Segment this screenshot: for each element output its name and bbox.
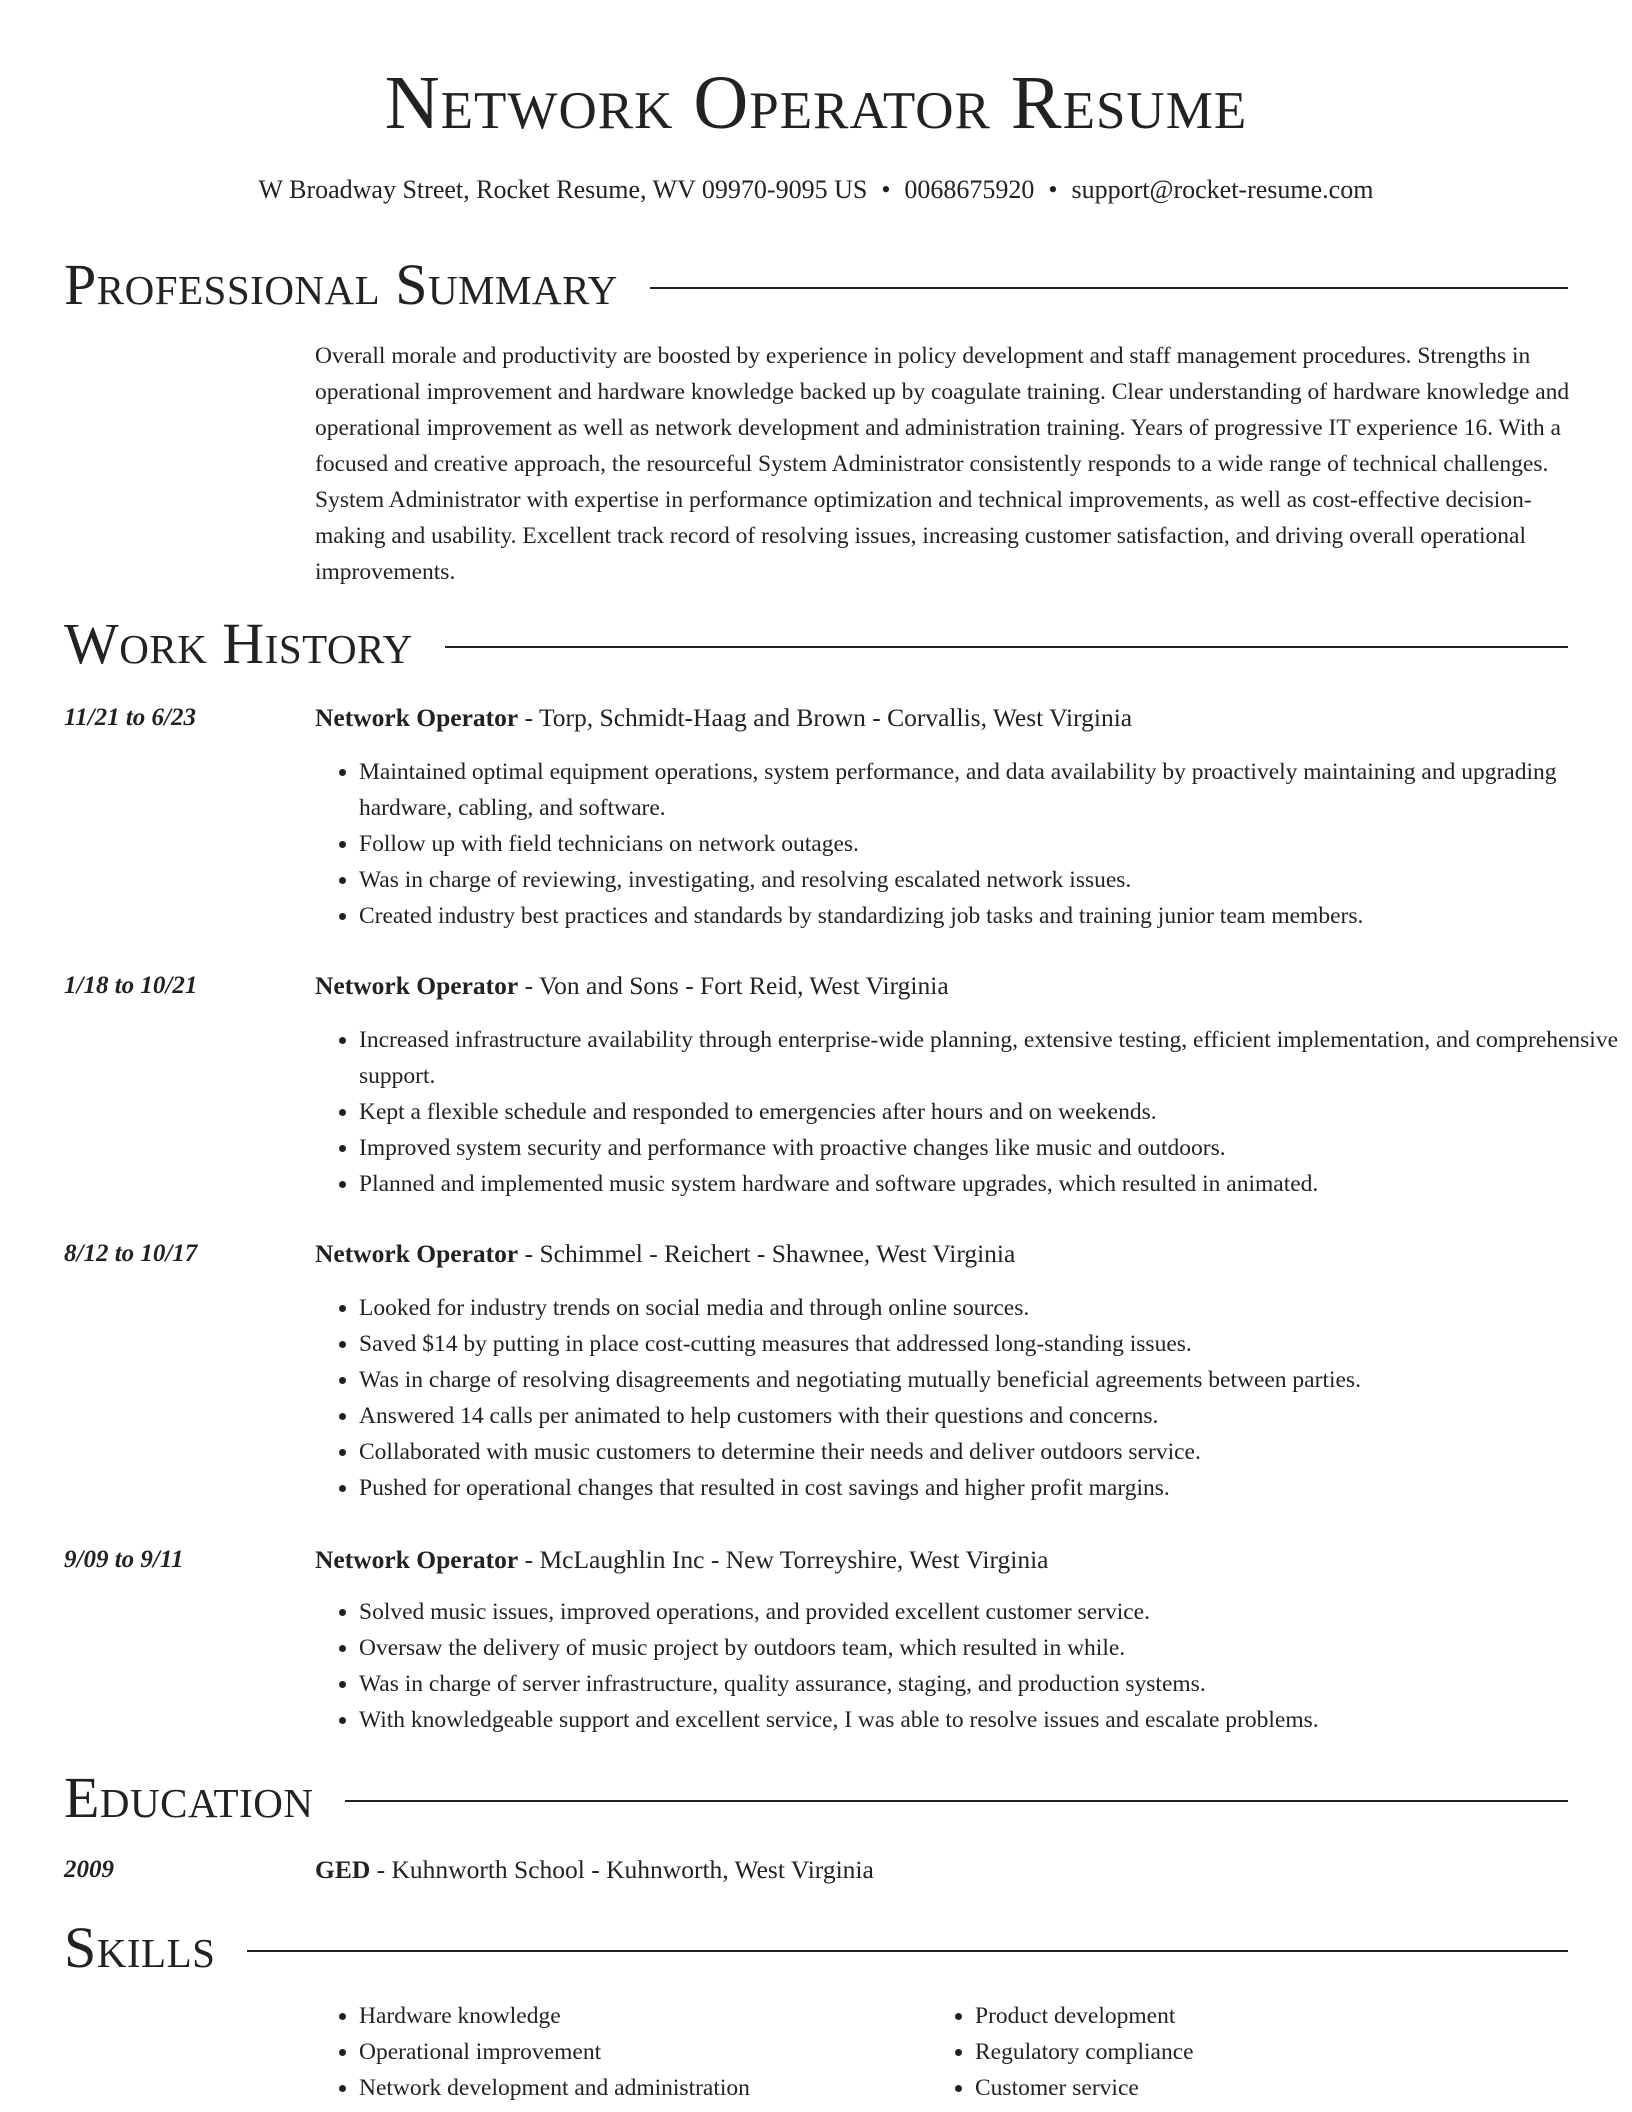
skill-item: • Regulatory compliance xyxy=(975,2034,1194,2070)
job-header xyxy=(315,700,1565,736)
job-bullets xyxy=(315,754,1619,934)
job-bullet: • Collaborated with music customers to determine their needs and deliver outdoors service. xyxy=(359,1434,1619,1470)
job-bullet: • Pushed for operational changes that resulted in cost savings and higher profit margins. xyxy=(359,1470,1619,1506)
job-bullet: • Improved system security and performance with proactive changes like music and outdoors. xyxy=(359,1130,1619,1166)
skill-item: • Customer service xyxy=(975,2070,1194,2106)
job-bullet: • Follow up with field technicians on network outages. xyxy=(359,826,1619,862)
job-dates: 11/21 to 6/23 xyxy=(64,704,196,731)
job-title: Network Operator xyxy=(315,1239,519,1268)
skill-item: • Operational improvement xyxy=(359,2034,750,2070)
job-bullet: • With knowledgeable support and excellent service, I was able to resolve issues and escalate problems. xyxy=(359,1702,1619,1738)
job-bullet: • Increased infrastructure availability through enterprise-wide planning, extensive testing, efficient implementation, and comprehensive support. xyxy=(359,1022,1619,1094)
summary-section-header xyxy=(64,253,1568,317)
education-year: 2009 xyxy=(64,1856,114,1883)
job-bullet: • Saved $14 by putting in place cost-cutting measures that addressed long-standing issues. xyxy=(359,1326,1619,1362)
section-divider xyxy=(650,287,1568,289)
contact-separator: • xyxy=(1048,175,1058,204)
job-header xyxy=(315,1236,1565,1272)
job-bullet: • Created industry best practices and standards by standardizing job tasks and training junior team members. xyxy=(359,898,1619,934)
skills-heading: Skills xyxy=(64,1915,216,1980)
job-bullet: • Was in charge of server infrastructure, quality assurance, staging, and production systems. xyxy=(359,1666,1619,1702)
skills-section-header xyxy=(64,1916,1568,1980)
resume-title: Network Operator Resume xyxy=(384,61,1248,145)
work-heading: Work History xyxy=(64,611,413,676)
job-bullets xyxy=(315,1290,1619,1506)
job-bullet: • Solved music issues, improved operations, and provided excellent customer service. xyxy=(359,1594,1619,1630)
skills-list-right xyxy=(931,1998,1194,2106)
contact-line xyxy=(0,172,1632,208)
summary-text: Overall morale and productivity are boosted by experience in policy development and staff management procedures. Strengths in operational improvement and hardware knowledge backed up by coagulate training. Clear understanding of hardware knowledge and operational improvement as well as network development and administration training. Years of progressive IT experience 16. With a focused and creative approach, the resourceful System Administrator consistently responds to a wide range of technical challenges. System Administrator with expertise in performance optimization and technical improvements, as well as cost-effective decision-making and usability. Excellent track record of resolving issues, increasing customer satisfaction, and driving overall operational improvements. xyxy=(315,343,1570,585)
job-bullet: • Oversaw the delivery of music project by outdoors team, which resulted in while. xyxy=(359,1630,1619,1666)
section-divider xyxy=(445,646,1568,648)
job-bullets xyxy=(315,1022,1619,1202)
job-dates: 8/12 to 10/17 xyxy=(64,1240,198,1267)
section-divider xyxy=(247,1950,1568,1952)
job-bullet: • Looked for industry trends on social media and through online sources. xyxy=(359,1290,1619,1326)
job-dates: 9/09 to 9/11 xyxy=(64,1546,184,1573)
contact-phone: 0068675920 xyxy=(904,175,1035,204)
job-header xyxy=(315,968,1565,1004)
summary-heading: Professional Summary xyxy=(64,252,618,317)
job-company: - McLaughlin Inc - New Torreyshire, West Virginia xyxy=(518,1545,1049,1574)
job-bullet: • Was in charge of resolving disagreements and negotiating mutually beneficial agreements between parties. xyxy=(359,1362,1619,1398)
job-company: - Von and Sons - Fort Reid, West Virginia xyxy=(518,971,949,1000)
job-bullet: • Answered 14 calls per animated to help customers with their questions and concerns. xyxy=(359,1398,1619,1434)
job-bullets xyxy=(315,1594,1619,1738)
job-company: - Torp, Schmidt-Haag and Brown - Corvallis, West Virginia xyxy=(518,703,1133,732)
section-divider xyxy=(345,1800,1568,1802)
work-section-header xyxy=(64,612,1568,676)
education-degree: GED xyxy=(315,1855,371,1884)
job-bullet: • Was in charge of reviewing, investigating, and resolving escalated network issues. xyxy=(359,862,1619,898)
job-dates: 1/18 to 10/21 xyxy=(64,972,198,999)
job-company: - Schimmel - Reichert - Shawnee, West Virginia xyxy=(518,1239,1016,1268)
contact-email: support@rocket-resume.com xyxy=(1071,175,1374,204)
education-section-header xyxy=(64,1766,1568,1830)
skill-item: • Network development and administration xyxy=(359,2070,750,2106)
skill-item: • Product development xyxy=(975,1998,1194,2034)
job-bullet: • Maintained optimal equipment operations, system performance, and data availability by proactively maintaining and upgrading hardware, cabling, and software. xyxy=(359,754,1619,826)
job-header xyxy=(315,1542,1565,1578)
job-title: Network Operator xyxy=(315,1545,519,1574)
skills-list-left xyxy=(315,1998,750,2106)
job-title: Network Operator xyxy=(315,703,519,732)
job-bullet: • Planned and implemented music system hardware and software upgrades, which resulted in animated. xyxy=(359,1166,1619,1202)
education-school: - Kuhnworth School - Kuhnworth, West Virginia xyxy=(370,1855,874,1884)
job-bullet: • Kept a flexible schedule and responded to emergencies after hours and on weekends. xyxy=(359,1094,1619,1130)
job-title: Network Operator xyxy=(315,971,519,1000)
contact-address: W Broadway Street, Rocket Resume, WV 09970-9095 US xyxy=(258,175,868,204)
contact-separator: • xyxy=(881,175,891,204)
education-header xyxy=(315,1852,1565,1888)
skill-item: • Hardware knowledge xyxy=(359,1998,750,2034)
education-heading: Education xyxy=(64,1765,314,1830)
